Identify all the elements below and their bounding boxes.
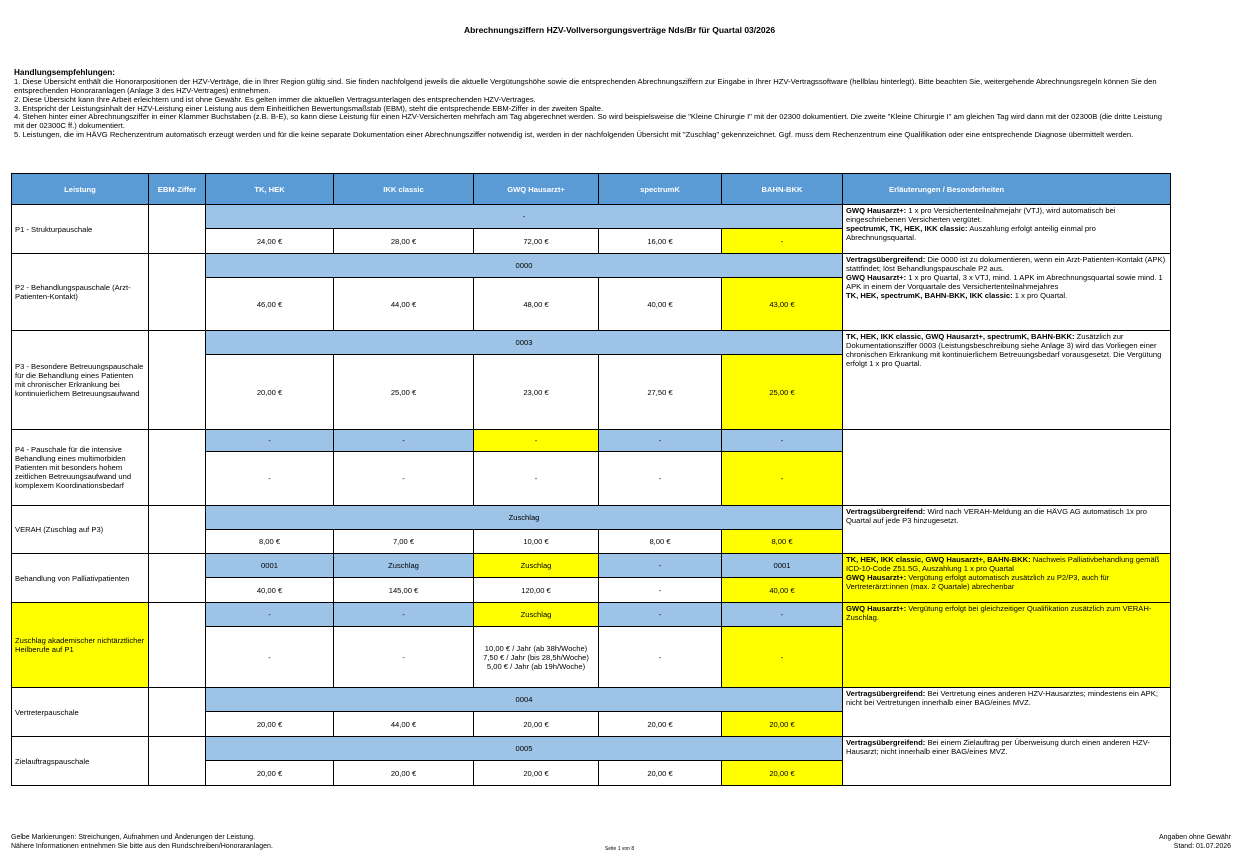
table-header-row	[12, 174, 1171, 205]
explanation-scope: Vertragsübergreifend:	[846, 738, 926, 747]
value-cell-ikk-classic: 7,00 €	[334, 530, 474, 554]
value-cell-bahn-bkk: 20,00 €	[722, 712, 843, 737]
code-cell-gwq: Zuschlag	[474, 554, 599, 578]
value-cell-gwq: 20,00 €	[474, 761, 599, 786]
table-row-codes	[12, 688, 1171, 712]
value-cell-ikk-classic: -	[334, 452, 474, 506]
code-cell-tk-hek: 0001	[206, 554, 334, 578]
code-cell-gwq: Zuschlag	[474, 603, 599, 627]
value-cell-ikk-classic: 28,00 €	[334, 229, 474, 254]
value-cell-gwq: 48,00 €	[474, 278, 599, 331]
footer-note-markings: Gelbe Markierungen: Streichungen, Aufnahmen und Änderungen der Leistung.	[11, 834, 256, 841]
code-cell-bahn-bkk: 0001	[722, 554, 843, 578]
value-cell-tk-hek: -	[206, 627, 334, 688]
value-cell-bahn-bkk: 40,00 €	[722, 578, 843, 603]
value-cell-spectrumk: 20,00 €	[599, 712, 722, 737]
code-cell-tk-hek: -	[206, 430, 334, 452]
explanation-scope: TK, HEK, IKK classic, GWQ Hausarzt+, BAHN-BKK:	[846, 555, 1031, 564]
col-header-ebm: EBM-Ziffer	[149, 174, 206, 205]
explanation-text: 1 x pro Quartal.	[1012, 291, 1068, 301]
table-row-codes	[12, 603, 1171, 627]
explanation-scope: GWQ Hausarzt+:	[846, 206, 907, 215]
value-cell-bahn-bkk: -	[722, 452, 843, 506]
row-ebm-cell	[149, 506, 206, 554]
code-cell-spectrumk: -	[599, 603, 722, 627]
document-title: Abrechnungsziffern HZV-Vollversorgungsverträge Nds/Br für Quartal 03/2026	[463, 25, 776, 35]
recommendations	[14, 68, 1174, 140]
code-cell-ikk-classic: -	[334, 603, 474, 627]
explanation-scope: Vertragsübergreifend:	[846, 689, 926, 698]
row-label: VERAH (Zuschlag auf P3)	[12, 506, 149, 554]
explanation-scope: Vertragsübergreifend:	[846, 255, 926, 264]
row-code: 0000	[206, 254, 843, 278]
value-cell-ikk-classic: 145,00 €	[334, 578, 474, 603]
note-line: 1. Diese Übersicht enthält die Honorarpositionen der HZV-Verträge, die in Ihrer Region gültig sind. Sie finden nachfolgend jeweils die aktuelle Vergütungshöhe sowie die entsprechenden Abrechnungsziffern zur Eingabe in Ihrer HZV-Vertragssoftware (hellblau hinterlegt). Bitte beachten Sie, weitergehende Abrechnungsregeln können Sie den entsprechenden Honoraranlagen (Anlage 3 des HZV-Vertrages) entnehmen.	[14, 76, 1157, 95]
code-cell-ikk-classic: Zuschlag	[334, 554, 474, 578]
col-header-ikk: IKK classic	[334, 174, 474, 205]
explanation-text: Wird nach VERAH-Meldung an die HÄVG AG automatisch 1x pro Quartal auf jede P3 hinzugesetzt.	[846, 507, 1147, 526]
value-cell-spectrumk: -	[599, 627, 722, 688]
col-header-gwq: GWQ Hausarzt+	[474, 174, 599, 205]
row-label: P4 - Pauschale für die intensive Behandlung eines multimorbiden Patienten mit besonders hohem zeitlichen Betreuungsaufwand und komplexem Koordinationsbedarf	[12, 430, 149, 506]
explanation-text: Bei einem Zielauftrag per Überweisung durch einen anderen HZV-Hausarzt; nicht innerhalb einer BAG/eines MVZ.	[846, 738, 1150, 757]
explanation-scope: TK, HEK, IKK classic, GWQ Hausarzt+, spectrumK, BAHN-BKK:	[846, 332, 1075, 341]
table-row-codes	[12, 205, 1171, 229]
explanation-text: 1 x pro Quartal, 3 x VTJ, mind. 1 APK im Abrechnungsquartal sowie mind. 1 APK in einem der Vorquartale des Versichertenteilnahmejahres	[846, 273, 1163, 292]
fee-table	[11, 173, 1171, 786]
value-cell-spectrumk: 16,00 €	[599, 229, 722, 254]
table-row-codes	[12, 430, 1171, 452]
row-label: Vertreterpauschale	[12, 688, 149, 737]
note-line: 4. Stehen hinter einer Abrechnungsziffer in einer Klammer Buchstaben (z.B. B-E), so kann diese Leistung für einen HZV-Versicherten mehrfach am Tag abgerechnet werden. So wird beispielsweise die "Kleine Chirurgie I" mit der 02300 dokumentiert. Die zweite "Kleine Chirurgie I" am gleichen Tag wird dann mit der 02300B (die dritte Leistung mit der 02300C ff.) dokumentiert.	[14, 112, 1162, 131]
row-explanation	[843, 430, 1171, 506]
value-cell-bahn-bkk: 20,00 €	[722, 761, 843, 786]
value-cell-bahn-bkk: 8,00 €	[722, 530, 843, 554]
row-code: 0004	[206, 688, 843, 712]
value-cell-gwq: -	[474, 452, 599, 506]
col-header-bahn-bkk: BAHN-BKK	[722, 174, 843, 205]
col-header-leistung: Leistung	[12, 174, 149, 205]
code-cell-bahn-bkk: -	[722, 603, 843, 627]
value-cell-ikk-classic: 25,00 €	[334, 355, 474, 430]
row-ebm-cell	[149, 603, 206, 688]
value-cell-bahn-bkk: 43,00 €	[722, 278, 843, 331]
row-ebm-cell	[149, 688, 206, 737]
value-cell-gwq: 23,00 €	[474, 355, 599, 430]
row-explanation	[843, 554, 1171, 603]
row-explanation	[843, 603, 1171, 688]
recommendations-heading: Handlungsempfehlungen:	[14, 68, 115, 77]
row-ebm-cell	[149, 331, 206, 430]
footer-note-info: Nähere Informationen entnehmen Sie bitte aus den Rundschreiben/Honoraranlagen.	[11, 842, 273, 850]
value-cell-tk-hek: 24,00 €	[206, 229, 334, 254]
row-ebm-cell	[149, 205, 206, 254]
row-explanation	[843, 205, 1171, 254]
value-cell-bahn-bkk: -	[722, 627, 843, 688]
row-explanation	[843, 506, 1171, 554]
value-cell-gwq: 10,00 € / Jahr (ab 38h/Woche) 7,50 € / Jahr (bis 28,5h/Woche) 5,00 € / Jahr (ab 19h/Woche)	[474, 627, 599, 688]
page-number: Seite 1 von 8	[604, 846, 635, 852]
value-cell-spectrumk: -	[599, 452, 722, 506]
row-ebm-cell	[149, 254, 206, 331]
row-label: P2 - Behandlungspauschale (Arzt-Patienten-Kontakt)	[12, 254, 149, 331]
value-cell-gwq: 20,00 €	[474, 712, 599, 737]
value-cell-tk-hek: 20,00 €	[206, 761, 334, 786]
value-cell-tk-hek: 8,00 €	[206, 530, 334, 554]
code-cell-bahn-bkk: -	[722, 430, 843, 452]
explanation-scope: spectrumK, TK, HEK, IKK classic:	[846, 224, 968, 234]
row-code: 0005	[206, 737, 843, 761]
code-cell-spectrumk: -	[599, 430, 722, 452]
explanation-scope: Vertragsübergreifend:	[846, 507, 926, 516]
table-row-codes	[12, 254, 1171, 278]
code-cell-gwq: -	[474, 430, 599, 452]
value-cell-tk-hek: 20,00 €	[206, 355, 334, 430]
explanation-text: Bei Vertretung eines anderen HZV-Hausarztes; mindestens ein APK; nicht bei Vertretungen innerhalb einer BAG/eines MVZ.	[846, 689, 1158, 708]
code-cell-spectrumk: -	[599, 554, 722, 578]
table-row-codes	[12, 554, 1171, 578]
value-cell-tk-hek: 40,00 €	[206, 578, 334, 603]
value-cell-ikk-classic: 44,00 €	[334, 278, 474, 331]
row-label: Zuschlag akademischer nichtärztlicher Heilberufe auf P1	[12, 603, 149, 688]
row-code: 0003	[206, 331, 843, 355]
row-label: Behandlung von Palliativpatienten	[12, 554, 149, 603]
value-cell-tk-hek: 20,00 €	[206, 712, 334, 737]
row-code: Zuschlag	[206, 506, 843, 530]
value-cell-gwq: 10,00 €	[474, 530, 599, 554]
explanation-text: Zusätzlich zur Dokumentationsziffer 0003 (Leistungsbeschreibung siehe Anlage 3) wird das Vorliegen einer chronischen Erkrankung mit kontinuierlichem Betreuungsbedarf vorausgesetzt. Die Vergütung erfolgt 1 x pro Quartal.	[846, 332, 1162, 369]
explanation-text: Die 0000 ist zu dokumentieren, wenn ein Arzt-Patienten-Kontakt (APK) stattfindet; löst Behandlungspauschale P2 aus.	[846, 255, 1166, 274]
row-explanation	[843, 331, 1171, 430]
explanation-scope: GWQ Hausarzt+:	[846, 604, 907, 613]
footer-right	[1159, 834, 1231, 852]
col-header-tk-hek: TK, HEK	[206, 174, 334, 205]
value-cell-spectrumk: 40,00 €	[599, 278, 722, 331]
explanation-scope: TK, HEK, spectrumK, BAHN-BKK, IKK classic:	[846, 291, 1013, 301]
code-cell-ikk-classic: -	[334, 430, 474, 452]
table-row-codes	[12, 331, 1171, 355]
row-explanation	[843, 737, 1171, 786]
note-line: 3. Entspricht der Leistungsinhalt der HZV-Leistung einer Leistung aus dem Einheitlichen Bewertungsmaßstab (EBM), steht die entsprechende EBM-Ziffer in der zweiten Spalte.	[14, 103, 604, 113]
value-cell-ikk-classic: 20,00 €	[334, 761, 474, 786]
explanation-scope: GWQ Hausarzt+:	[846, 573, 907, 583]
row-code: -	[206, 205, 843, 229]
explanation-text: Auszahlung erfolgt anteilig einmal pro Abrechnungsquartal.	[846, 224, 1096, 243]
value-cell-spectrumk: 20,00 €	[599, 761, 722, 786]
table-row-codes	[12, 506, 1171, 530]
value-cell-tk-hek: 46,00 €	[206, 278, 334, 331]
explanation-scope: GWQ Hausarzt+:	[846, 273, 907, 283]
footer-date: Stand: 01.07.2026	[1173, 842, 1231, 850]
note-line: 2. Diese Übersicht kann Ihre Arbeit erleichtern und ist ohne Gewähr. Es gelten immer die aktuellen Vertragsunterlagen des entsprechenden HZV-Vertrages.	[14, 94, 536, 104]
value-cell-spectrumk: -	[599, 578, 722, 603]
row-explanation	[843, 688, 1171, 737]
explanation-text: Vergütung erfolgt automatisch zusätzlich zu P2/P3, auch für Vertreterärzt:innen (max. 2 Quartale) abrechenbar	[846, 573, 1110, 592]
value-cell-gwq: 72,00 €	[474, 229, 599, 254]
value-cell-bahn-bkk: -	[722, 229, 843, 254]
explanation-text: 1 x pro Versichertenteilnahmejahr (VTJ), wird automatisch bei eingeschriebenen Versicherten vergütet.	[846, 206, 1116, 225]
table-row-codes	[12, 737, 1171, 761]
note-line: 5. Leistungen, die im HÄVG Rechenzentrum automatisch erzeugt werden und für die keine separate Dokumentation einer Abrechnungsziffer notwendig ist, werden in der nachfolgenden Übersicht mit "Zuschlag" gekennzeichnet. Ggf. muss dem Rechenzentrum eine Qualifikation oder eine entsprechende Diagnose übermittelt werden.	[14, 130, 1134, 140]
col-header-spectrumk: spectrumK	[599, 174, 722, 205]
row-ebm-cell	[149, 737, 206, 786]
footer-disclaimer: Angaben ohne Gewähr	[1159, 834, 1231, 841]
value-cell-gwq: 120,00 €	[474, 578, 599, 603]
row-ebm-cell	[149, 554, 206, 603]
row-ebm-cell	[149, 430, 206, 506]
row-explanation	[843, 254, 1171, 331]
code-cell-tk-hek: -	[206, 603, 334, 627]
row-label: P3 - Besondere Betreuungspauschale für die Behandlung eines Patienten mit chronischer Erkrankung bei kontinuierlichem Betreuungsaufwand	[12, 331, 149, 430]
value-cell-spectrumk: 8,00 €	[599, 530, 722, 554]
value-cell-spectrumk: 27,50 €	[599, 355, 722, 430]
explanation-text: Nachweis Palliativbehandlung gemäß ICD-10-Code Z51.5G, Auszahlung 1 x pro Quartal	[846, 555, 1160, 574]
value-cell-ikk-classic: -	[334, 627, 474, 688]
value-cell-bahn-bkk: 25,00 €	[722, 355, 843, 430]
row-label: P1 - Strukturpauschale	[12, 205, 149, 254]
row-label: Zielauftragspauschale	[12, 737, 149, 786]
col-header-erlaeuterungen: Erläuterungen / Besonderheiten	[843, 174, 1171, 205]
value-cell-tk-hek: -	[206, 452, 334, 506]
value-cell-ikk-classic: 44,00 €	[334, 712, 474, 737]
explanation-text: Vergütung erfolgt bei gleichzeitiger Qualifikation zusätzlich zum VERAH-Zuschlag.	[846, 604, 1152, 623]
